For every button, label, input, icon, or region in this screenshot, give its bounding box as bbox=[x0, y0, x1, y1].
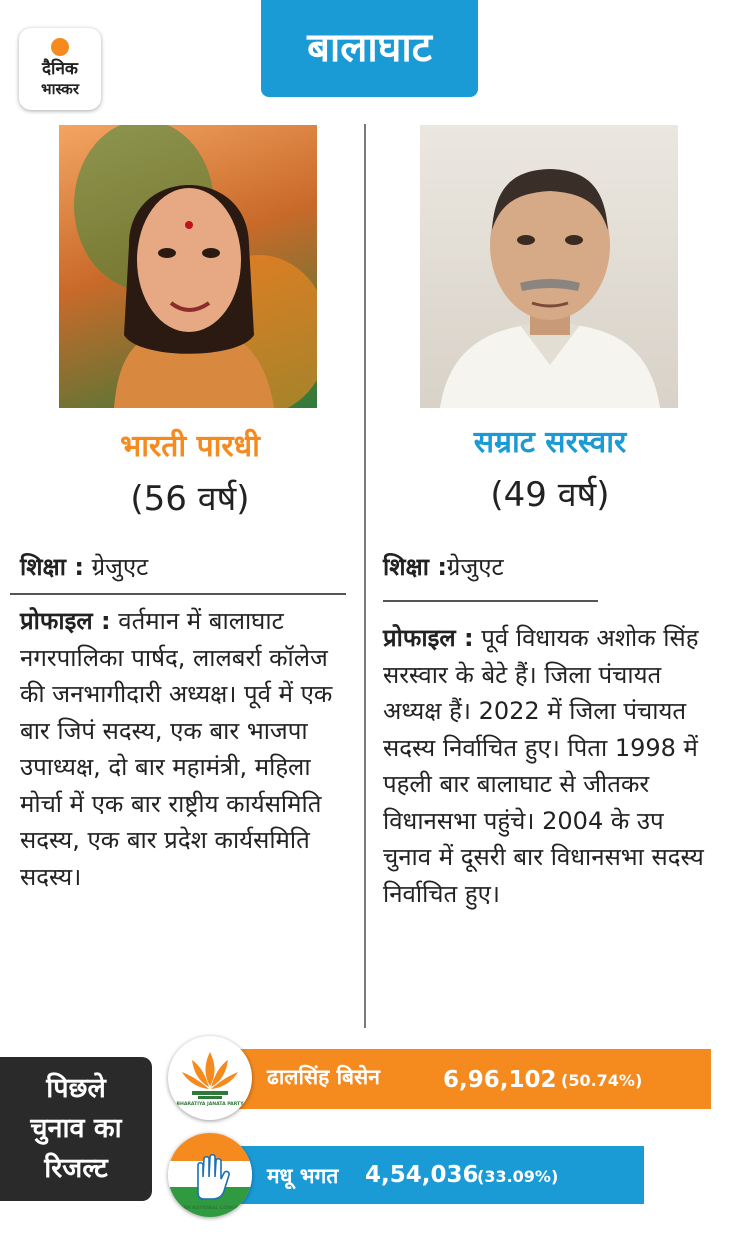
heading-line: पिछले bbox=[46, 1073, 106, 1104]
hand-icon bbox=[168, 1133, 252, 1217]
candidate-1-name: भारती पारधी bbox=[120, 429, 260, 464]
candidate-1-age: (56 वर्ष) bbox=[130, 479, 250, 519]
heading-line: रिजल्ट bbox=[44, 1153, 108, 1184]
section-divider bbox=[10, 593, 346, 595]
candidate-1-profile bbox=[20, 603, 360, 895]
result-bar-congress bbox=[215, 1146, 644, 1204]
profile-label: प्रोफाइल : bbox=[383, 624, 474, 652]
previous-result-heading bbox=[0, 1057, 152, 1201]
education-value: ग्रेजुएट bbox=[446, 553, 504, 581]
profile-label: प्रोफाइल : bbox=[20, 607, 111, 635]
profile-text: पूर्व विधायक अशोक सिंह सरस्वार के बेटे हैं। जिला पंचायत अध्यक्ष हैं। 2022 में जिला पंचायत सदस्य निर्वाचित हुए। पिता 1998 में पहली बार बालाघाट से जीतकर विधानसभा पहुंचे। 2004 के उप चुनाव में दूसरी बार विधानसभा सदस्य निर्वाचित हुए। bbox=[383, 624, 704, 908]
candidate-2-education bbox=[383, 550, 504, 583]
candidate-2-name: सम्राट सरस्वार bbox=[473, 425, 627, 460]
candidate-2-age: (49 वर्ष) bbox=[490, 475, 610, 515]
runnerup-percent: (33.09%) bbox=[477, 1167, 559, 1186]
sun-icon bbox=[51, 38, 69, 56]
heading-line: चुनाव का bbox=[30, 1113, 122, 1144]
woman-portrait-icon bbox=[59, 125, 317, 408]
dainik-bhaskar-logo bbox=[19, 28, 101, 110]
page-title: बालाघाट bbox=[261, 0, 478, 97]
man-portrait-icon bbox=[420, 125, 678, 408]
column-divider bbox=[364, 124, 366, 1028]
logo-line-2: भास्कर bbox=[41, 80, 79, 98]
education-label: शिक्षा : bbox=[20, 553, 84, 581]
lotus-icon bbox=[168, 1036, 252, 1120]
result-bar-bjp bbox=[215, 1049, 711, 1109]
winner-votes: 6,96,102 bbox=[443, 1067, 557, 1093]
education-label: शिक्षा : bbox=[383, 553, 447, 581]
congress-logo bbox=[168, 1133, 252, 1217]
candidate-1-photo bbox=[59, 125, 317, 408]
candidate-2-profile bbox=[383, 620, 718, 912]
runnerup-votes: 4,54,036 bbox=[365, 1162, 479, 1188]
party-caption: INDIAN NATIONAL CONGRESS bbox=[172, 1206, 248, 1211]
bjp-logo bbox=[168, 1036, 252, 1120]
candidate-1-education bbox=[20, 550, 148, 583]
runnerup-name: मधू भगत bbox=[267, 1164, 339, 1188]
winner-name: ढालसिंह बिसेन bbox=[267, 1065, 380, 1089]
candidate-2-photo bbox=[420, 125, 678, 408]
education-value: ग्रेजुएट bbox=[91, 553, 149, 581]
party-caption: BHARATIYA JANATA PARTY bbox=[176, 1102, 244, 1107]
logo-line-1: दैनिक bbox=[42, 59, 78, 79]
profile-text: वर्तमान में बालाघाट नगरपालिका पार्षद, लालबर्रा कॉलेज की जनभागीदारी अध्यक्ष। पूर्व में एक बार जिपं सदस्य, एक बार भाजपा उपाध्यक्ष, दो बार महामंत्री, महिला मोर्चा में एक बार राष्ट्रीय कार्यसमिति सदस्य, एक बार प्रदेश कार्यसमिति सदस्य। bbox=[20, 607, 333, 891]
winner-percent: (50.74%) bbox=[561, 1071, 643, 1090]
section-divider bbox=[383, 600, 598, 602]
